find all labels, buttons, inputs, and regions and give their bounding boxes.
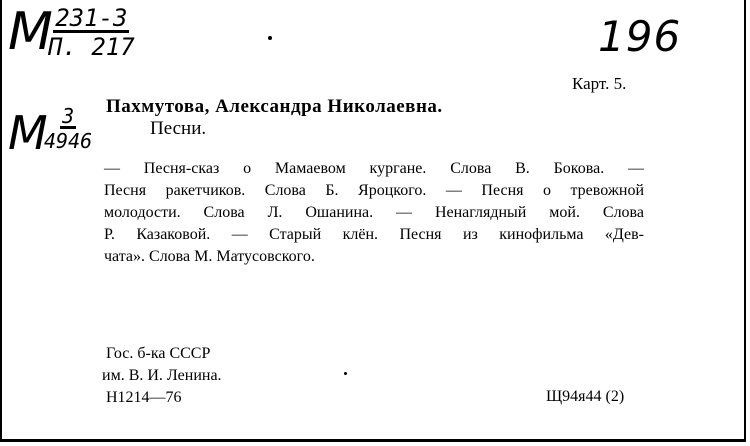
contents-note [104, 158, 644, 268]
contents-line: Р. Казаковой. — Старый клён. Песня из кинофильма «Дев- [104, 226, 644, 243]
print-code: Н1214—76 [106, 389, 182, 406]
contents-line: — Песня-сказ о Мамаевом кургане. Слова В. Бокова. — [104, 160, 644, 177]
order-code: Щ94я44 (2) [546, 388, 625, 405]
shelfmark-top-fraction [48, 6, 135, 59]
contents-line: молодости. Слова Л. Ошанина. — Ненаглядный мой. Слова [104, 204, 644, 221]
handwritten-number: 196 [598, 12, 682, 61]
library-name: Гос. б-ка СССР [106, 345, 211, 362]
card-label: Карт. 5. [572, 74, 627, 93]
shelfmark-side-fraction [44, 106, 92, 151]
ink-dot [344, 372, 347, 375]
title: Песни. [150, 118, 207, 139]
ink-dot [268, 36, 272, 40]
author-heading: Пахмутова, Александра Николаевна. [106, 96, 443, 117]
shelfmark-side-denominator: 4946 [44, 129, 93, 153]
shelfmark-side-letter: М [8, 106, 48, 160]
contents-line: Песня ракетчиков. Слова Б. Яроцкого. — Песня о тревожной [104, 182, 644, 199]
shelfmark-top-denominator: П. 217 [48, 33, 135, 61]
shelfmark-top-numerator: 231-3 [55, 4, 128, 32]
library-imprint [102, 344, 222, 408]
library-dedication: им. В. И. Ленина. [102, 367, 222, 384]
shelfmark-side-numerator: 3 [62, 104, 75, 128]
contents-line: чата». Слова М. Матусовского. [104, 248, 315, 265]
shelfmark-top-letter: М [8, 2, 53, 62]
